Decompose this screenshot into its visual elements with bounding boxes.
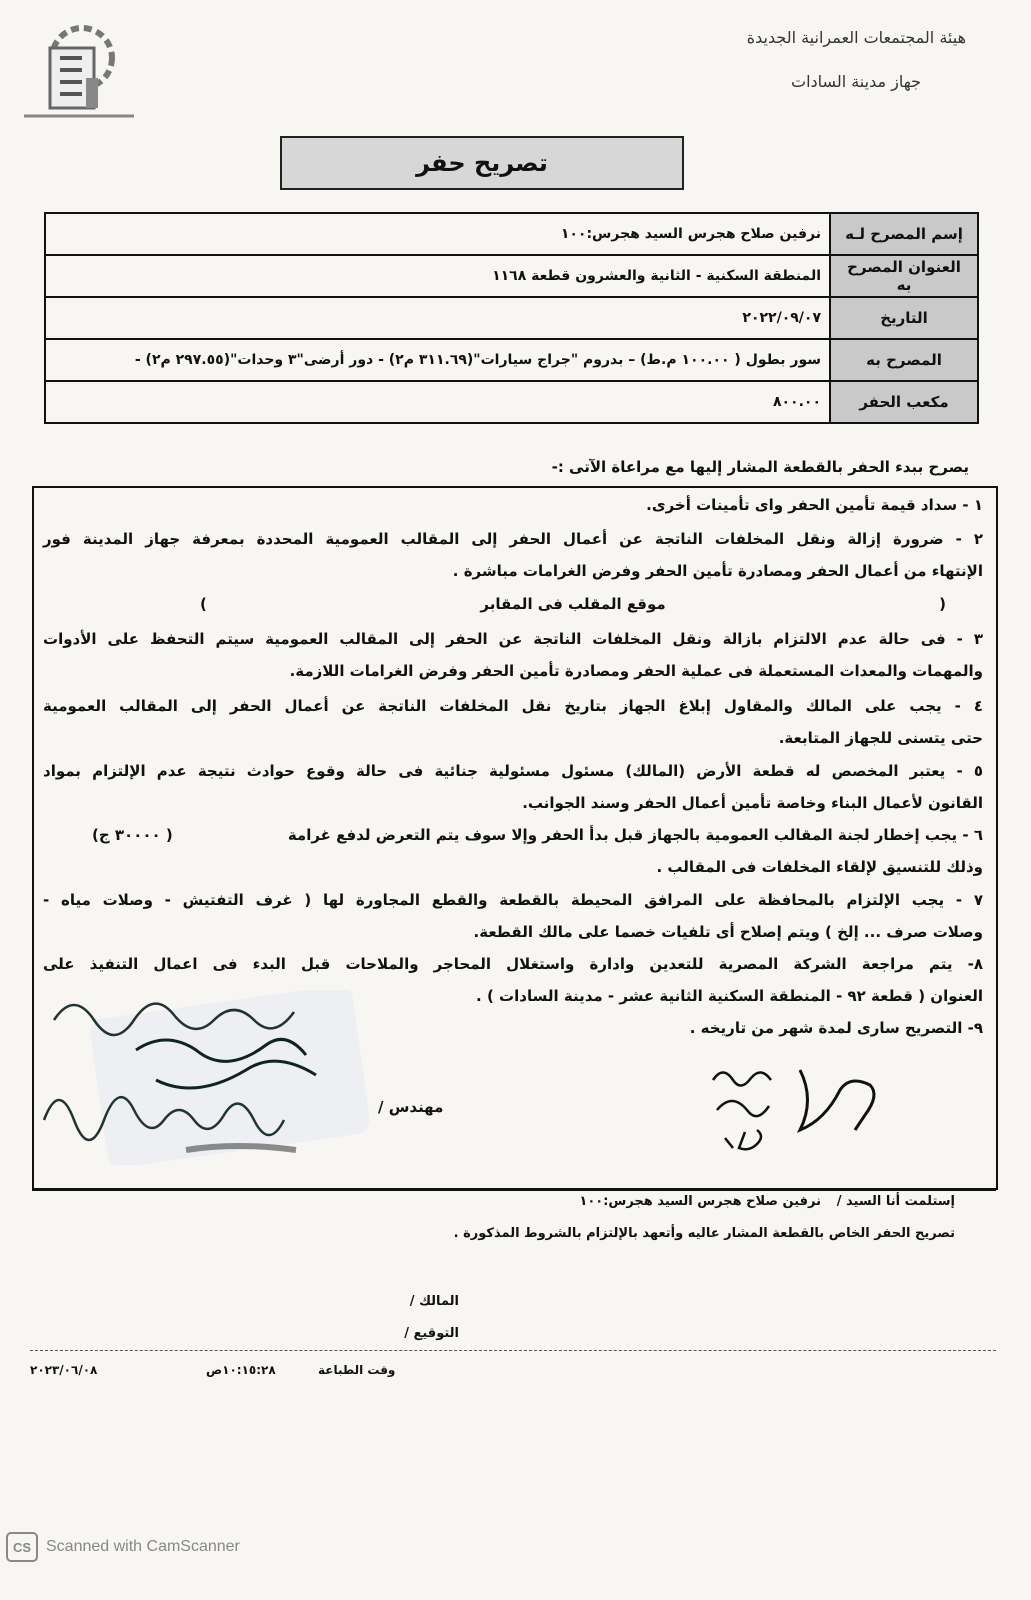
fine-amount: ( ٣٠٠٠٠ ج): [92, 826, 173, 844]
field-label: مكعب الحفر: [830, 381, 978, 423]
watermark-text: Scanned with CamScanner: [46, 1538, 240, 1555]
received-name: نرفين صلاح هجرس السيد هجرس:١٠٠: [579, 1194, 821, 1209]
table-row: [45, 255, 978, 297]
separator-line: [32, 1188, 996, 1191]
owner-label: المالك /: [409, 1294, 459, 1309]
condition-line: ٤ - يجب على المالك والمقاول إبلاغ الجهاز بتاريخ نقل المخلفات الناتجة عن أعمال الحفر إلى المقالب العمومية: [43, 697, 983, 715]
condition-line: وذلك للتنسيق لإلقاء المخلفات فى المقالب .: [656, 858, 983, 876]
dump-site-row: [200, 595, 946, 613]
field-label: المصرح به: [830, 339, 978, 381]
condition-line: ٣ - فى حالة عدم الالتزام بازالة ونقل المخلفات الناتجة عن الحفر إلى المقالب العمومية سيتم التحفظ على الأدوات: [43, 630, 983, 648]
table-row: [45, 381, 978, 423]
field-value: نرفين صلاح هجرس السيد هجرس:١٠٠: [45, 213, 830, 255]
received-label: إستلمت أنا السيد /: [836, 1194, 955, 1209]
condition-line: ٨- يتم مراجعة الشركة المصرية للتعدين وادارة واستغلال المحاجر والملاحات قبل البدء فى اعمال التنفيذ على: [43, 955, 983, 973]
condition-line: الإنتهاء من أعمال الحفر ومصادرة تأمين الحفر وفرض الغرامات مباشرة .: [452, 562, 983, 580]
field-label: التاريخ: [830, 297, 978, 339]
condition-line: ٥ - يعتبر المخصص له قطعة الأرض (المالك) مسئول مسئولية جنائية فى حالة وقوع حوادث نتيجة عدم الإلتزام بمواد: [43, 762, 983, 780]
condition-line: القانون لأعمال البناء وخاصة تأمين أعمال الحفر وسند الجوانب.: [522, 794, 983, 812]
pledge-text: تصريح الحفر الخاص بالقطعة المشار عاليه وأتعهد بالإلتزام بالشروط المذكورة .: [453, 1226, 955, 1241]
print-time-label: وقت الطباعة: [318, 1363, 396, 1377]
dump-site-open: (: [939, 595, 946, 613]
agency-name: جهاز مدينة السادات: [791, 72, 921, 91]
handwritten-date-signature: [705, 1060, 890, 1155]
field-label: إسم المصرح لـه: [830, 213, 978, 255]
field-label: العنوان المصرح به: [830, 255, 978, 297]
field-value: ٨٠٠.٠٠: [45, 381, 830, 423]
engineer-stamp-signature: [36, 990, 376, 1165]
print-date: ٢٠٢٣/٠٦/٠٨: [30, 1363, 98, 1377]
permit-info-table: [44, 212, 979, 424]
condition-line: ٦ - يجب إخطار لجنة المقالب العمومية بالجهاز قبل بدأ الحفر وإلا سوف يتم التعرض لدفع غرامة: [287, 826, 983, 844]
dump-site-label: موقع المقلب فى المقابر: [480, 595, 666, 613]
field-value: المنطقة السكنية - الثانية والعشرون قطعة ١١٦٨: [45, 255, 830, 297]
condition-line: حتى يتسنى للجهاز المتابعة.: [778, 729, 983, 747]
camscanner-watermark: [6, 1532, 240, 1562]
engineer-label: مهندس /: [378, 1098, 444, 1116]
field-value: سور بطول ( ١٠٠.٠٠ م.ط) – بدروم "جراج سيارات"(٣١١.٦٩ م٢) - دور أرضى"٣ وحدات"(٢٩٧.٥٥ م٢) -: [45, 339, 830, 381]
footer-divider: [30, 1350, 996, 1351]
condition-line: العنوان ( قطعة ٩٢ - المنطقة السكنية الثانية عشر - مدينة السادات ) .: [476, 987, 983, 1005]
table-row: [45, 213, 978, 255]
print-time: ١٠:١٥:٢٨ص: [206, 1363, 276, 1377]
condition-line: ١ - سداد قيمة تأمين الحفر واى تأمينات أخرى.: [646, 496, 983, 514]
table-row: [45, 339, 978, 381]
dump-site-close: ): [200, 595, 207, 613]
authority-name: هيئة المجتمعات العمرانية الجديدة: [746, 28, 966, 47]
authority-logo-icon: [20, 18, 140, 126]
field-value: ٢٠٢٢/٠٩/٠٧: [45, 297, 830, 339]
signature-label: التوقيع /: [404, 1326, 459, 1341]
condition-line: ٩- التصريح سارى لمدة شهر من تاريخه .: [689, 1019, 983, 1037]
condition-line: ٧ - يجب الإلتزام بالمحافظة على المرافق المحيطة بالقطعة والقطع المجاورة لها ( غرف التفتيش - وصلات مياه -: [43, 891, 983, 909]
condition-line: ٢ - ضرورة إزالة ونقل المخلفات الناتجة عن أعمال الحفر إلى المقالب العمومية المحددة بمعرفة جهاز المدينة فور: [43, 530, 983, 548]
document-title: تصريح حفر: [280, 136, 684, 190]
condition-line: وصلات صرف ... إلخ ) ويتم إصلاح أى تلفيات خصما على مالك القطعة.: [473, 923, 983, 941]
intro-text: يصرح ببدء الحفر بالقطعة المشار إليها مع مراعاة الآتى :-: [551, 458, 969, 476]
camscanner-logo-icon: CS: [6, 1532, 38, 1562]
condition-line: والمهمات والمعدات المستعملة فى عملية الحفر ومصادرة تأمين الحفر وفرض الغرامات اللازمة.: [289, 662, 983, 680]
table-row: [45, 297, 978, 339]
